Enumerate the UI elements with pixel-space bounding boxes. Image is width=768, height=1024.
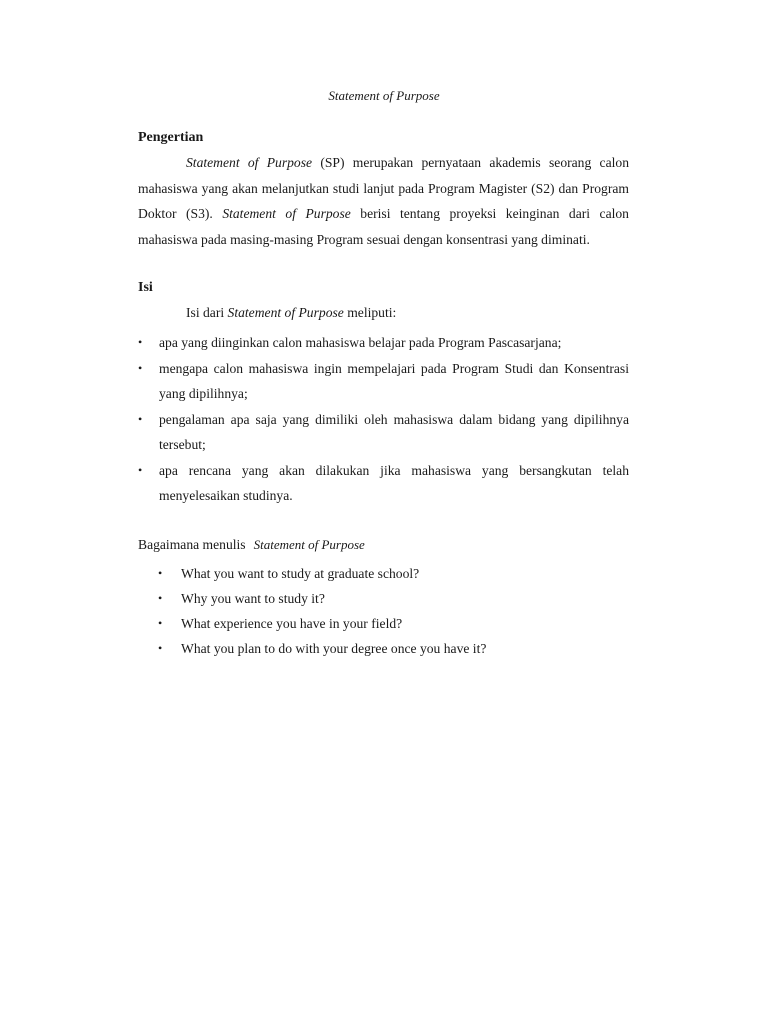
list-item bbox=[138, 407, 629, 458]
howto-bullet-list bbox=[158, 561, 486, 661]
list-item-text: What you want to study at graduate school? bbox=[181, 566, 420, 581]
list-item bbox=[158, 561, 486, 586]
bullet-icon: • bbox=[138, 462, 143, 477]
sp-term-italic: Statement of Purpose bbox=[186, 155, 313, 170]
isi-intro-suffix: meliputi: bbox=[343, 305, 397, 320]
list-item bbox=[138, 458, 629, 509]
list-item-text: apa yang diinginkan calon mahasiswa belajar pada Program Pascasarjana; bbox=[159, 335, 562, 350]
list-item-text: Why you want to study it? bbox=[181, 591, 325, 606]
list-item-text: apa rencana yang akan dilakukan jika mahasiswa yang bersangkutan telah menyelesaikan studinya. bbox=[159, 462, 629, 503]
bullet-icon: • bbox=[138, 360, 143, 375]
bullet-icon: • bbox=[158, 616, 163, 630]
isi-bullet-list bbox=[138, 330, 629, 509]
heading-isi: Isi bbox=[138, 280, 153, 295]
isi-intro-prefix: Isi dari bbox=[186, 305, 228, 320]
isi-intro bbox=[186, 305, 396, 321]
isi-intro-italic: Statement of Purpose bbox=[227, 305, 344, 320]
pengertian-text-2: berisi tentang proyeksi keinginan dari calon mahasiswa pada masing-masing Program sesuai dengan konsentrasi yang diminati. bbox=[138, 206, 629, 247]
list-item bbox=[158, 586, 486, 611]
bullet-icon: • bbox=[158, 566, 163, 580]
bullet-icon: • bbox=[138, 335, 143, 349]
list-item-text: pengalaman apa saja yang dimiliki oleh mahasiswa dalam bidang yang dipilihnya tersebut; bbox=[159, 411, 629, 452]
pengertian-paragraph bbox=[138, 150, 629, 252]
bullet-icon: • bbox=[158, 641, 163, 655]
bullet-icon: • bbox=[138, 411, 143, 426]
howto-prefix: Bagaimana menulis bbox=[138, 537, 246, 552]
howto-heading bbox=[138, 537, 365, 553]
list-item bbox=[158, 611, 486, 636]
list-item-text: mengapa calon mahasiswa ingin mempelajari pada Program Studi dan Konsentrasi yang dipilihnya; bbox=[159, 360, 629, 401]
list-item bbox=[138, 330, 629, 356]
list-item bbox=[138, 356, 629, 407]
sp-term-italic-2: Statement of Purpose bbox=[222, 206, 351, 221]
list-item-text: What experience you have in your field? bbox=[181, 616, 403, 631]
document-title: Statement of Purpose bbox=[328, 88, 440, 103]
list-item bbox=[158, 636, 486, 661]
list-item-text: What you plan to do with your degree once you have it? bbox=[181, 641, 487, 656]
howto-italic: Statement of Purpose bbox=[253, 537, 365, 552]
pengertian-text-1: (SP) merupakan pernyataan akademis seorang calon mahasiswa yang akan melanjutkan studi lanjut pada Program Magister (S2) dan Program Doktor (S3). bbox=[138, 155, 629, 221]
heading-pengertian: Pengertian bbox=[138, 130, 204, 145]
bullet-icon: • bbox=[158, 591, 163, 605]
